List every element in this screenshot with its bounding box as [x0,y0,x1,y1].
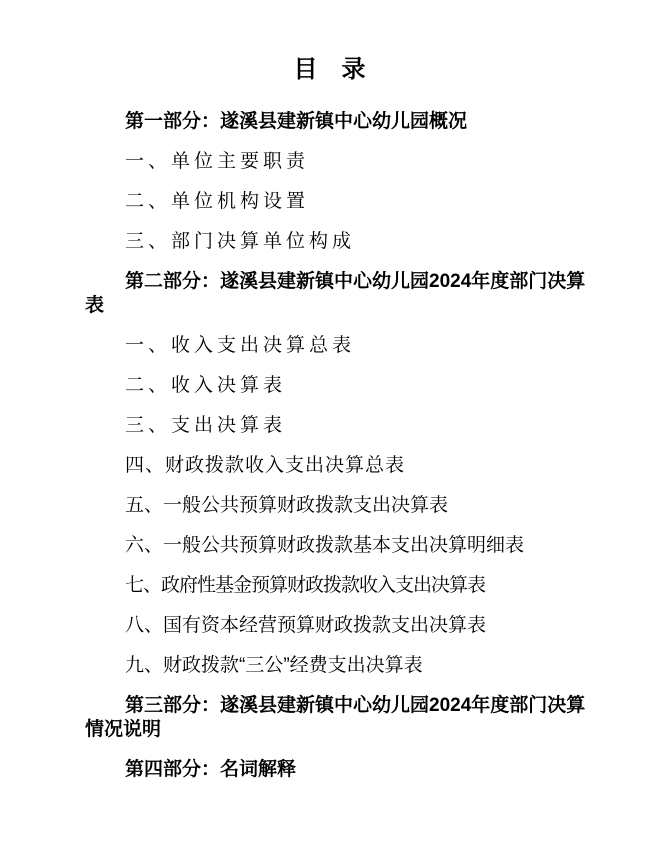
toc-section-part3-line2: 情况说明 [85,719,162,740]
toc-item-part2-5 [85,494,574,518]
toc-item-part2-8 [85,614,574,638]
toc-item-text: 一、单位主要职责 [125,151,310,172]
toc-section-part4-text: 第四部分：名词解释 [125,759,297,780]
toc-item-text: 三、部门决算单位构成 [125,231,356,252]
toc-section-part4 [85,758,574,782]
toc-item-part1-3 [85,230,574,254]
toc-item-part2-2 [85,374,574,398]
toc-section-part2 [85,270,586,318]
toc-item-text: 七、政府性基金预算财政拨款收入支出决算表 [125,575,486,596]
toc-item-part2-6 [85,534,574,558]
toc-title: 目 录 [293,56,366,83]
toc-section-part1 [85,110,574,134]
toc-item-part2-3 [85,414,574,438]
toc-item-text: 六、一般公共预算财政拨款基本支出决算明细表 [125,535,525,556]
toc-section-part1-text: 第一部分：遂溪县建新镇中心幼儿园概况 [125,111,468,132]
toc-section-part2-line1: 第二部分：遂溪县建新镇中心幼儿园2024年度部门决算 [125,271,586,292]
toc-item-text: 二、单位机构设置 [125,191,310,212]
toc-item-part1-2 [85,190,574,214]
toc-section-part3-line1: 第三部分：遂溪县建新镇中心幼儿园2024年度部门决算 [125,695,586,716]
toc-item-part2-7 [85,574,574,598]
toc-section-part3 [85,694,586,742]
toc-item-part1-1 [85,150,574,174]
toc-item-text: 五、一般公共预算财政拨款支出决算表 [125,495,449,516]
toc-item-text: 八、国有资本经营预算财政拨款支出决算表 [125,615,487,636]
toc-section-part2-line2: 表 [85,295,105,316]
toc-item-text: 四、财政拨款收入支出决算总表 [125,455,406,476]
toc-item-part2-1 [85,334,574,358]
toc-item-part2-9 [85,654,574,678]
toc-item-part2-4 [85,454,574,478]
toc-item-text: 九、财政拨款“三公”经费支出决算表 [125,655,423,676]
toc-item-text: 二、收入决算表 [125,375,287,396]
toc-item-text: 一、收入支出决算总表 [125,335,356,356]
toc-item-text: 三、支出决算表 [125,415,287,436]
